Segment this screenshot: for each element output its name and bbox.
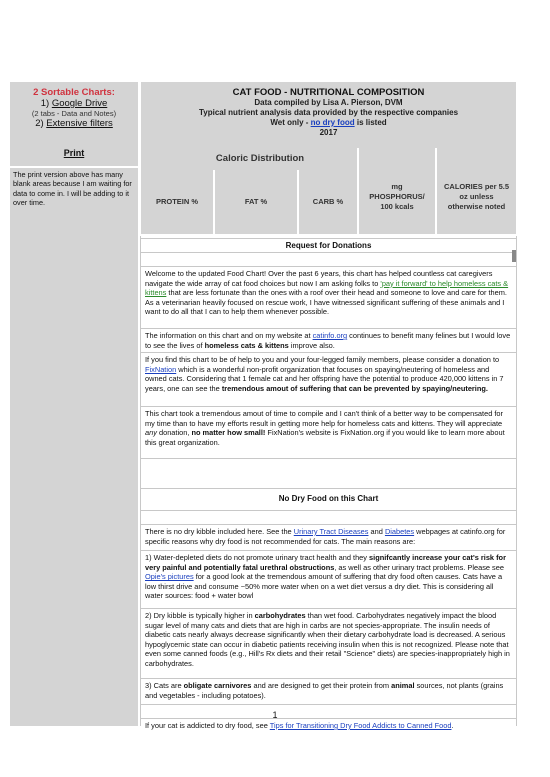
grid-line	[516, 236, 517, 726]
page-number: 1	[272, 710, 278, 720]
caloric-distribution-label: Caloric Distribution	[215, 153, 305, 164]
paragraph-transition: If your cat is addicted to dry food, see Tips for Transitioning Dry Food Addicts to Canned Food.	[141, 718, 516, 732]
data-source: Typical nutrient analysis data provided by the respective companies	[198, 108, 459, 117]
no-dry-food-title: No Dry Food on this Chart	[141, 488, 516, 510]
col-divider	[357, 148, 359, 234]
sortable-charts-title: 2 Sortable Charts:	[33, 87, 115, 98]
tabs-note: (2 tabs - Data and Notes)	[31, 109, 117, 118]
fixnation-link[interactable]: FixNation	[145, 364, 177, 374]
col-divider	[213, 170, 215, 234]
col-calories: CALORIES per 5.5 oz unless otherwise noted	[437, 160, 516, 234]
filters-line: 2) Extensive filters	[35, 118, 113, 129]
opies-pictures-link[interactable]: Opie's pictures	[145, 572, 194, 582]
paragraph-welcome: Welcome to the updated Food Chart! Over the past 6 years, this chart has helped countless cat caregivers navigate the wide array of cat food choices but now I am asking folks to 'pay it forward' to help homeless cats & kittens that are less fortunate than the ones with a roof over their head and someone to love and care for them. As a veterinarian heavily focused on rescue work, I have witnessed significant suffering of these animals and I want to do all that I can to help them whenever possible.	[141, 266, 516, 328]
scroll-marker	[512, 250, 516, 262]
paragraph-compensation: This chart took a tremendous amout of time to compile and I can't think of a better way to be compensated for my time than to have my efforts result in getting more help for homeless cats and kittens. They will appreciate any donation, no matter how small! FixNation's website is FixNation.org if you would like to learn more about this great organization.	[141, 406, 516, 458]
col-fat: FAT %	[215, 170, 297, 234]
spacer-row	[141, 252, 516, 266]
col-phosphorus: mg PHOSPHORUS/ 100 kcals	[359, 160, 435, 234]
transition-tips-link[interactable]: Tips for Transitioning Dry Food Addicts to Canned Food	[269, 721, 452, 730]
col-protein: PROTEIN %	[141, 170, 213, 234]
paragraph-fixnation: If you find this chart to be of help to you and your four-legged family members, please consider a donation to FixNation which is a wonderful non-profit organization that focuses on spaying/neutering of homeless and owned cats. Considering that 1 female cat and her offspring have the potential to produce 420,000 kittens in 7 years, one can see the tremendous amout of suffering that can be prevented by spaying/neutering.	[141, 352, 516, 406]
col-divider	[297, 170, 299, 234]
compiled-by: Data compiled by Lisa A. Pierson, DVM	[254, 98, 403, 107]
print-link[interactable]: Print	[63, 148, 85, 158]
col-divider	[435, 148, 437, 234]
paragraph-no-kibble: There is no dry kibble included here. See the Urinary Tract Diseases and Diabetes webpages at catinfo.org for specific reasons why dry food is not recommended for cats. The main reasons are:	[141, 524, 516, 550]
urinary-tract-link[interactable]: Urinary Tract Diseases	[293, 527, 369, 536]
paragraph-catinfo: The information on this chart and on my website at catinfo.org continues to benefit many felines but I would love to see the lives of homeless cats & kittens improve also.	[141, 328, 516, 352]
spacer-row	[141, 510, 516, 524]
print-cell	[10, 148, 138, 166]
no-dry-food-link[interactable]: no dry food	[310, 118, 355, 127]
catinfo-link[interactable]: catinfo.org	[312, 331, 348, 340]
pay-it-forward-link[interactable]: 'pay it forward' to help homeless cats & kittens	[145, 278, 509, 298]
paragraph-carnivores: 3) Cats are obligate carnivores and are designed to get their protein from animal sources, not plants (grains and vegetables - including potatoes).	[141, 678, 516, 704]
extensive-filters-link[interactable]: Extensive filters	[46, 118, 113, 129]
paragraph-carbs: 2) Dry kibble is typically higher in carbohydrates than wet food. Carbohydrates negatively impact the blood sugar level of many cats and diets that are high in carbs are not species-appropriate. The insulin needs of diabetic cats nearly always decrease significantly when their dietary carbohydrate load is decreased. A serious hypoglycemic state can occur in diabetic patients receiving insulin when this is not recognized. Please note that even some canned foods (e.g., Hill's Rx diets and their retail "Science" diets) are species-inappropriately high in carbohydrates.	[141, 608, 516, 678]
wet-only-line: Wet only - no dry food is listed	[270, 118, 387, 127]
spacer-row	[141, 458, 516, 488]
print-note: The print version above has many blank areas because I am waiting for data to come in. I will be adding to it over time.	[10, 168, 138, 236]
paragraph-water: 1) Water-depleted diets do not promote urinary tract health and they signifcantly increase your cat's risk for very painful and potentially fatal urethral obstructions, as well as other urinary tract problems. Please see Opie's pictures for a good look at the tremendous amount of suffering that dry food often causes. Cats have a low thirst drive and consume ~50% more water when on a wet diet versus a dry diet. This is considering all water sources: food + water bowl	[141, 550, 516, 608]
left-strip	[10, 236, 138, 726]
diabetes-link[interactable]: Diabetes	[384, 527, 415, 536]
donations-title: Request for Donations	[141, 238, 516, 252]
chart-header	[141, 82, 516, 148]
year: 2017	[319, 128, 338, 137]
chart-links-panel	[10, 82, 138, 148]
chart-title: CAT FOOD - NUTRITIONAL COMPOSITION	[232, 87, 425, 98]
col-carb: CARB %	[299, 170, 357, 234]
google-drive-line: 1) Google Drive	[40, 98, 108, 109]
google-drive-link[interactable]: Google Drive	[51, 98, 108, 109]
